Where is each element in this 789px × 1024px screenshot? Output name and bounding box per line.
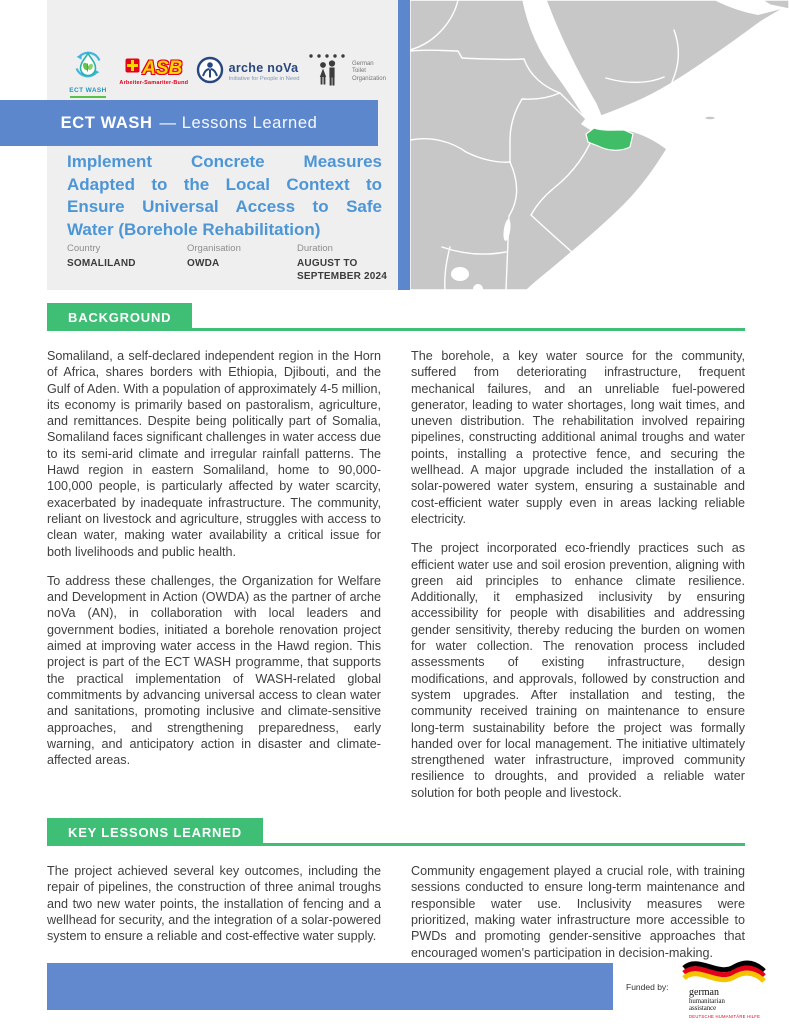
programme-banner-brand: ECT WASH bbox=[60, 113, 153, 132]
gha-logo-line3: assistance bbox=[689, 1005, 717, 1013]
asb-logo bbox=[119, 58, 188, 86]
asb-cross-icon bbox=[125, 58, 140, 78]
arche-nova-logo-label: arche noVa bbox=[228, 60, 299, 75]
background-heading-rule bbox=[192, 328, 745, 331]
lessons-column-left bbox=[47, 863, 381, 974]
gha-logo-subline: DEUTSCHE HUMANITÄRE HILFE bbox=[689, 1013, 761, 1019]
restroom-figures-icon bbox=[307, 50, 347, 95]
meta-duration bbox=[297, 243, 389, 283]
meta-country-value: SOMALILAND bbox=[67, 258, 136, 269]
document-body bbox=[47, 303, 745, 974]
gto-logo-line2: Toilet bbox=[351, 68, 366, 75]
ect-wash-tagline-bar bbox=[70, 96, 106, 98]
arche-nova-logo-subtitle: Initiative for People in Need bbox=[228, 76, 300, 83]
german-humanitarian-assistance-logo bbox=[680, 955, 770, 1019]
footer-accent-bar bbox=[47, 963, 613, 1010]
paragraph: The borehole, a key water source for the community, suffered from deteriorating infrastructure, frequent mechanical failures, and an unreliable fuel-powered generator, leading to water shortages, long wait times, and uneven distribution. The rehabilitation involved repairing pipelines, constructing additional animal troughs and water points, installing a protective fence, and securing the wellhead. A major upgrade included the installation of a solar-powered water system, ensuring a sustainable and cost-efficient water supply even in areas lacking reliable electricity. bbox=[411, 349, 745, 526]
lessons-columns bbox=[47, 863, 745, 974]
background-heading: BACKGROUND bbox=[47, 303, 192, 331]
german-toilet-organization-logo bbox=[307, 50, 386, 95]
programme-banner-subtitle: — Lessons Learned bbox=[159, 113, 318, 132]
meta-duration-value: AUGUST TO SEPTEMBER 2024 bbox=[297, 258, 388, 282]
ect-wash-logo bbox=[64, 47, 112, 98]
ect-wash-logo-label: ECT WASH bbox=[69, 86, 107, 94]
background-section-header bbox=[47, 303, 745, 331]
page-title: Implement Concrete Measures Adapted to the Local Context to Ensure Universal Access to Safe Water (Borehole Rehabilitation) bbox=[67, 152, 382, 239]
paragraph: Somaliland, a self-declared independent region in the Horn of Africa, shares borders with Ethiopia, Djibouti, and the Gulf of Aden. With a population of approximately 4-5 million, its economy is primarily based on pastoralism, agriculture, and remittances. Despite being politically part of Somalia, Somaliland faces significant challenges in water access due to its semi-arid climate and irregular rainfall patterns. The Hawd region in eastern Somaliland, home to 90,000-100,000 people, is particularly affected by water scarcity, exacerbated by inadequate infrastructure. The community, reliant on livestock and agriculture, struggles with access to clean water, making water availability a critical issue for both livelihoods and public health. bbox=[47, 349, 381, 559]
background-column-right bbox=[411, 348, 745, 814]
gha-logo-line2: humanitarian bbox=[689, 998, 725, 1005]
paragraph: The project incorporated eco-friendly practices such as efficient water use and soil erosion prevention, aligning with green aid principles to enhance climate resilience. Additionally, it emphasized inclusivity by ensuring accessibility for people with disabilities and addressing gender sensitivity, thereby reducing the burden on women for water collection. The renovation process included assessments of existing infrastructure, design modifications, and approvals, followed by construction and system upgrades. After installation and testing, the community received training on maintenance to ensure long-term sustainability before the project was formally handed over for local management. The initiative ultimately strengthened water infrastructure, improved community resilience to droughts, and provided a reliable water solution for both people and livestock. bbox=[411, 541, 745, 800]
ect-wash-water-cycle-icon bbox=[71, 68, 105, 85]
metadata-row bbox=[67, 243, 389, 283]
lessons-section-header bbox=[47, 818, 745, 846]
funded-by-label: Funded by: bbox=[626, 982, 669, 992]
gto-logo-line3: Organization bbox=[351, 75, 386, 82]
meta-organisation-value: OWDA bbox=[187, 258, 220, 269]
asb-logo-label: ASB bbox=[142, 57, 183, 79]
arche-nova-logo bbox=[196, 56, 300, 89]
lessons-heading-rule bbox=[263, 843, 745, 846]
vertical-divider-bar bbox=[398, 0, 410, 290]
meta-country-label: Country bbox=[67, 243, 101, 254]
meta-country bbox=[67, 243, 187, 283]
gto-logo-line1: German bbox=[351, 60, 374, 67]
lessons-heading: KEY LESSONS LEARNED bbox=[47, 818, 263, 846]
paragraph: The project achieved several key outcomes, including the repair of pipelines, the construction of three animal troughs and two new water points, the installation of fencing and a wellhead for security, and the integration of a solar-powered system to ensure a reliable and cost-effective water supply. bbox=[47, 864, 381, 944]
paragraph: Community engagement played a crucial role, with training sessions conducted to ensure long-term maintenance and responsible water use. Inclusivity measures were prioritized, making water infrastructure more accessible to PWDs and promoting gender-sensitive approaches that encouraged women's participation in decision-making. bbox=[411, 864, 745, 960]
arche-nova-person-icon bbox=[196, 56, 224, 89]
asb-logo-subtitle: Arbeiter-Samariter-Bund bbox=[119, 80, 189, 86]
horn-of-africa-map bbox=[410, 0, 789, 290]
partner-logos-row bbox=[64, 42, 386, 102]
meta-organisation-label: Organisation bbox=[187, 243, 241, 254]
background-column-left bbox=[47, 348, 381, 814]
programme-banner bbox=[0, 100, 378, 146]
meta-organisation bbox=[187, 243, 297, 283]
paragraph: To address these challenges, the Organization for Welfare and Development in Action (OWDA) as the partner of arche noVa (AN), in collaboration with local leaders and government bodies, initiated a borehole renovation project aimed at improving water access in the Hawd region. This project is part of the ECT WASH programme, that supports the practical implementation of WASH-related global commitments by advancing universal access to clean water and sanitations, promoting inclusive and climate-sensitive approaches, and strengthening preparedness, early warning, and anticipatory action in disaster and climate-affected areas. bbox=[47, 573, 381, 768]
gha-logo-line1: german bbox=[689, 987, 719, 998]
meta-duration-label: Duration bbox=[297, 243, 333, 254]
background-columns bbox=[47, 348, 745, 814]
